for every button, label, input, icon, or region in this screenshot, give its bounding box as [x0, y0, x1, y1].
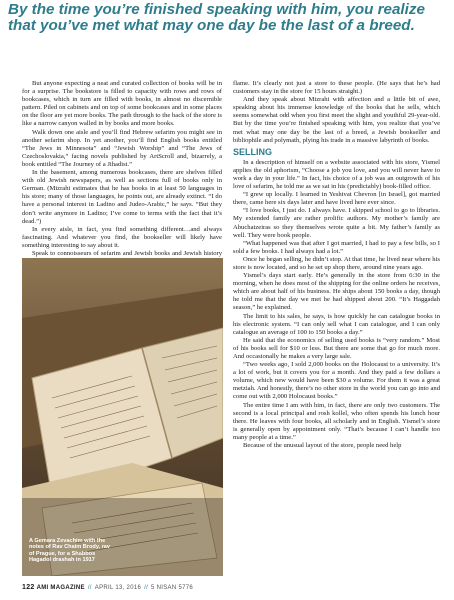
magazine-name: AMI MAGAZINE [36, 585, 85, 591]
article-paragraph: Yismel’s days start early. He’s generally in the store from 6:30 in the morning, when he does most of the shipping for the online orders he receives, which are about half of his business. He ships about 150 books a day, though he told me that the day we met he had shipped about 200. “It’s Haggadah season,” he explained. [233, 272, 440, 312]
article-paragraph: Once he began selling, he didn’t stop. At that time, he lived near where his store is now located, and so he set up shop there, around nine years ago. [233, 255, 440, 271]
open-books-illustration [22, 258, 223, 576]
article-paragraph: Speak to connoisseurs of sefarim and Jewish books and Jewish history [32, 249, 222, 257]
article-column-left [22, 80, 222, 266]
article-paragraph: But anyone expecting a neat and curated collection of books will be in for a surprise. The bookstore is filled to capacity with rows and rows of bookcases, which in turn are filled with books, in almost no discernible pattern. Piled on cabinets and on top of some bookcases and in some places on the floor are yet more books. The path through to the back of the store is like a narrow canyon walled in by books and more books. [22, 80, 222, 128]
page-footer [22, 584, 193, 591]
article-paragraph: And they speak about Mizrahi with affection and a little bit of awe, speaking about his immense knowledge of the books that he sells, which seems somewhat odd when you first meet the slight and youthful 29-year-old. But by the time you’re finished speaking with him, you realize that you’ve met what may one day be the last of a breed, a Jewish bookseller and bibliophile and polymath, plying his trade in a massive labyrinth of books. [233, 96, 440, 144]
article-paragraph: The limit to his sales, he says, is how quickly he can catalogue books in his electronic system. “I can only sell what I can catalogue, and I can only catalogue an average of 100 to 150 books a day.” [233, 312, 440, 336]
section-heading: SELLING [233, 146, 273, 157]
pull-quote: By the time you’re finished speaking with him, you realize that you’ve met what may one day be the last of a breed. [8, 1, 425, 35]
article-paragraph: “I grew up locally. I learned in Yeshivat Chevron [in Israel], got married there, came here six days later and have lived here ever since. [233, 191, 440, 207]
page-number: 122 [22, 584, 35, 591]
article-paragraph: “I love books, I just do. I always have. I skipped school to go to libraries. My extended family are rather prolific authors. My mother’s family are Abuchatzeiras so they themselves wrote quite a bit. My father’s family as well. They were book people. [233, 207, 440, 239]
footer-separator: // [87, 585, 92, 591]
article-paragraph: In every aisle, in fact, you find something different…and always fascinating. And whatever you find, the bookseller will likely have something interesting to say about it. [22, 225, 222, 249]
article-paragraph: In the basement, among numerous bookcases, there are shelves filled with old Jewish newspapers, as well as sections full of books only in German. (Mizrahi estimates that he has books in at least 50 languages in his store; many of those languages, he points out, are already extinct. “I do have a personal interest in Ladino and Judeo-Arabic,” he says. “But they don’t write anymore in Ladino; I’ve come to terms with the fact that it’s dead.”) [22, 169, 222, 225]
photo-caption: A Gemara Zevachim with the notes of Rav Chaim Brody, rav of Prague, for a Shabbos Hagadol drashah in 1917 [29, 537, 111, 564]
article-paragraph: flame. It’s clearly not just a store to these people. (He says that he’s had customers stay in the store for 15 hours straight.) [233, 80, 440, 96]
article-column-right [233, 80, 440, 450]
article-paragraph: Walk down one aisle and you’ll find Hebrew sefarim you might see in another sefarim shop. In yet another, you’ll find English books entitled “The Jews in Minnesota” and “Jewish Worship” and “The Jews of Czechoslovakia,” facing novels published by ArtScroll and, bizarrely, a book entitled “The Journey of a Jihadist.” [22, 128, 222, 168]
article-paragraph: “Two weeks ago, I sold 2,000 books on the Holocaust to a university. It’s a lot of work, but it covers you for a month. And they paid a few dollars a volume, which new would have been $30 a volume. For them it was a great metziah. And honestly, there’s no other store in the world you can go into and come out with 2,000 Holocaust books.” [233, 361, 440, 401]
article-paragraph: “What happened was that after I got married, I had to pay a few bills, so I sold a few books. I had always had a lot.” [233, 239, 440, 255]
issue-date: APRIL 13, 2016 [94, 585, 142, 591]
article-paragraph: He said that the economics of selling used books is “very random.” Most of his books sell for $10 or less. But there are some that go for much more. And occasionally he makes a very large sale. [233, 336, 440, 360]
article-paragraph: In a description of himself on a website associated with his store, Yismel applies the old aphorism, “Choose a job you love, and you will never have to work a day in your life.” In fact, his choice of a job was an outgrowth of his love of sefarim, he told me as we sat in his (predictably) book-filled office. [233, 158, 440, 191]
article-paragraph: Because of the unusual layout of the store, people need help [243, 442, 402, 450]
footer-separator: // [144, 585, 149, 591]
hebrew-date: 5 NISAN 5776 [151, 585, 194, 591]
article-paragraph: The entire time I am with him, in fact, there are only two customers. The second is a local principal and rosh kollel, who often spends his lunch hour there. He leaves with four books, all scholarly and in English. Yismel’s store is generally open by appointment only. “That’s because I can’t handle too many people at a time.” [233, 401, 440, 441]
book-photo [22, 258, 223, 576]
